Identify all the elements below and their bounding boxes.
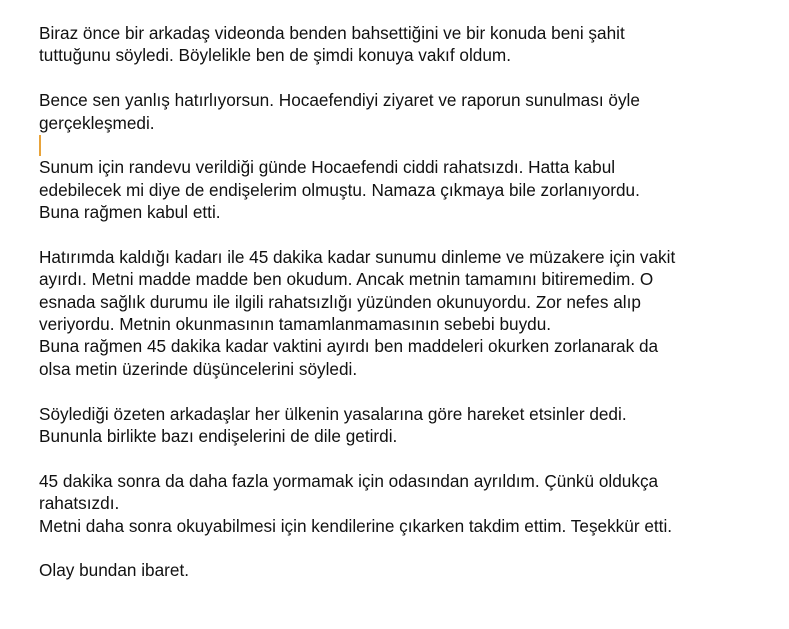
text-line: olsa metin üzerinde düşüncelerini söyledi. bbox=[39, 358, 358, 379]
text-line: Metni daha sonra okuyabilmesi için kendilerine çıkarken takdim ettim. Teşekkür etti. bbox=[39, 515, 673, 536]
text-line: Bununla birlikte bazı endişelerini de dile getirdi. bbox=[39, 426, 398, 447]
text-line: Olay bundan ibaret. bbox=[39, 560, 190, 581]
text-line: veriyordu. Metnin okunmasının tamamlanmamasının sebebi buydu. bbox=[39, 314, 552, 335]
blank-line bbox=[39, 447, 774, 469]
blank-line bbox=[39, 67, 774, 89]
text-line: Söylediği özeten arkadaşlar her ülkenin yasalarına göre hareket etsinler dedi. bbox=[39, 403, 627, 424]
blank-line bbox=[39, 380, 774, 402]
paragraph-6 bbox=[39, 470, 774, 537]
text-line: Sunum için randevu verildiği günde Hocaefendi ciddi rahatsızdı. Hatta kabul bbox=[39, 157, 616, 178]
blank-line-with-caret[interactable] bbox=[39, 134, 774, 156]
text-line: rahatsızdı. bbox=[39, 493, 120, 514]
paragraph-4 bbox=[39, 246, 774, 380]
text-line: Buna rağmen kabul etti. bbox=[39, 202, 221, 223]
text-line: tuttuğunu söyledi. Böylelikle ben de şimdi konuya vakıf oldum. bbox=[39, 45, 511, 66]
paragraph-7 bbox=[39, 559, 774, 581]
paragraph-2 bbox=[39, 89, 774, 134]
text-line: Biraz önce bir arkadaş videonda benden bahsettiğini ve bir konuda beni şahit bbox=[39, 23, 625, 43]
text-line: Hatırımda kaldığı kadarı ile 45 dakika kadar sunumu dinleme ve müzakere için vakit bbox=[39, 246, 676, 267]
text-cursor bbox=[39, 135, 41, 156]
paragraph-5 bbox=[39, 403, 774, 448]
text-line: Bence sen yanlış hatırlıyorsun. Hocaefendiyi ziyaret ve raporun sunulması öyle bbox=[39, 90, 640, 111]
text-line: ayırdı. Metni madde madde ben okudum. Ancak metnin tamamını bitiremedim. O bbox=[39, 269, 654, 290]
document-body[interactable] bbox=[39, 22, 774, 582]
text-line: edebilecek mi diye de endişelerim olmuştu. Namaza çıkmaya bile zorlanıyordu. bbox=[39, 179, 640, 200]
blank-line bbox=[39, 224, 774, 246]
text-line: 45 dakika sonra da daha fazla yormamak için odasından ayrıldım. Çünkü oldukça bbox=[39, 470, 659, 491]
paragraph-3 bbox=[39, 156, 774, 223]
text-line: gerçekleşmedi. bbox=[39, 112, 155, 133]
text-line: esnada sağlık durumu ile ilgili rahatsızlığı yüzünden okunuyordu. Zor nefes alıp bbox=[39, 291, 641, 312]
paragraph-1 bbox=[39, 22, 774, 67]
text-line: Buna rağmen 45 dakika kadar vaktini ayırdı ben maddeleri okurken zorlanarak da bbox=[39, 336, 659, 357]
blank-line bbox=[39, 537, 774, 559]
